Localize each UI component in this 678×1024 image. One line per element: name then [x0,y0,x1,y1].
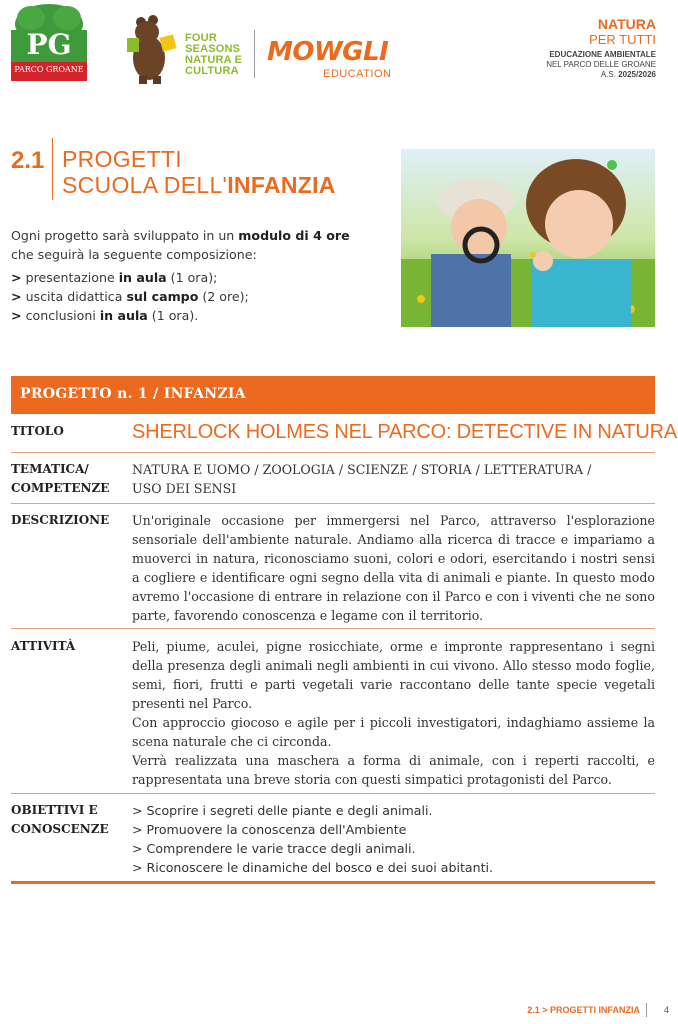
header-per-tutti: PER TUTTI [589,32,656,47]
obiettivi-label-line2: CONOSCENZE [11,822,109,836]
bullet-text: presentazione [25,270,119,285]
footer-divider [646,1003,647,1017]
row-divider [11,452,655,453]
header-anno-year: 2025/2026 [618,70,656,79]
project-bottom-rule [11,881,655,884]
children-with-magnifier-photo [401,149,655,327]
bullet-marker: > [11,308,22,323]
intro-bold: modulo di 4 ore [238,228,350,243]
attivita-paragraph: Verrà realizzata una maschera a forma di animale, con i reperti raccolti, e rappresentata una breve storia con questi simpatici protagonisti del Parco. [132,753,655,787]
obiettivi-label-line1: OBIETTIVI E [11,803,98,817]
four-seasons-line: NATURA E [185,54,243,66]
header-natura: NATURA [597,16,656,32]
section-divider [52,138,53,200]
four-seasons-logo [125,12,245,84]
intro-bullet [11,287,391,306]
attivita-paragraph: Peli, piume, aculei, pigne rosicchiate, orme e impronte rappresentano i segni della presenza degli animali negli ambienti in cui vivono. Allo stesso modo foglie, semi, fiori, frutti e parti vegetali varie raccontano delle tante specie vegetali presenti nel Parco. [132,639,655,711]
tematica-label [11,460,109,498]
mowgli-logo: MOWGLI [267,37,389,67]
four-seasons-text [185,33,242,77]
four-seasons-line: CULTURA [185,65,239,77]
intro-bullet [11,306,391,325]
header-educazione: EDUCAZIONE AMBIENTALE [549,50,656,59]
attivita-label: ATTIVITÀ [11,639,76,653]
titolo-value: SHERLOCK HOLMES NEL PARCO: DETECTIVE IN NATURA [132,421,677,443]
row-divider [11,503,655,504]
parco-groane-logo [11,2,87,81]
section-title-line1: PROGETTI [62,146,182,172]
obiettivo-item: > Promuovere la conoscenza dell'Ambiente [132,822,407,837]
header-anno [546,70,656,80]
mowgli-education: EDUCATION [323,68,392,80]
section-title-line2 [62,172,336,198]
page-number: 4 [664,1005,670,1015]
bullet-marker: > [11,289,22,304]
obiettivo-item: > Comprendere le varie tracce degli animali. [132,841,416,856]
tematica-label-line1: TEMATICA/ [11,462,89,476]
footer-section-ref: 2.1 > PROGETTI INFANZIA [527,1005,640,1015]
intro-paragraph [11,226,391,245]
section-title [62,146,336,198]
bullet-text-end: (1 ora); [166,270,218,285]
bear-icon [125,12,183,84]
bullet-bold: sul campo [126,289,199,304]
intro-text [11,226,391,325]
row-divider [11,628,655,629]
project-header-bar [11,376,655,414]
obiettivo-item: > Scoprire i segreti delle piante e degli animali. [132,803,433,818]
four-seasons-line: FOUR [185,32,217,44]
descrizione-value: Un'originale occasione per immergersi nel Parco, attraverso l'esplorazione sensoriale dell'ambiente naturale. Andiamo alla ricerca di tracce e impariamo a muoverci in natura, riconosciamo suoni, colori e odori, esercitando i nostri sensi a cogliere e identificare ogni segno della vita di animali e piante. In questo modo avremo l'occasione di entrare in relazione con il Parco e con i viventi che ne sono parte, favorendo conoscenza e legame con il territorio. [132,513,655,623]
header-parco: NEL PARCO DELLE GROANE [546,60,656,69]
intro-text-line2: che seguirà la seguente composizione: [11,247,257,262]
four-seasons-line: SEASONS [185,43,241,55]
tematica-label-line2: COMPETENZE [11,481,110,495]
intro-bullet [11,268,391,287]
pg-logo-caption: PARCO GROANE [14,65,84,74]
intro-bullets [11,268,391,325]
intro-text-part: Ogni progetto sarà sviluppato in un [11,228,239,243]
titolo-label: TITOLO [11,424,64,438]
bullet-text: conclusioni [25,308,100,323]
attivita-paragraph: Con approccio giocoso e agile per i piccoli investigatori, indaghiamo assieme la scena naturale che ci circonda. [132,715,655,749]
bullet-bold: in aula [99,308,148,323]
header-divider [254,30,255,78]
section-title-regular: SCUOLA DELL' [62,172,228,198]
bullet-text-end: (2 ore); [198,289,249,304]
descrizione-label: DESCRIZIONE [11,513,110,527]
section-number: 2.1 [11,147,45,174]
obiettivo-item: > Riconoscere le dinamiche del bosco e dei suoi abitanti. [132,860,494,875]
tematica-value [132,460,655,498]
obiettivi-label [11,801,109,839]
header-anno-prefix: A.S. [600,70,616,79]
tematica-value-line1: NATURA E UOMO / ZOOLOGIA / SCIENZE / STORIA / LETTERATURA / [132,462,592,477]
pg-logo-mark: PG [26,28,72,61]
bullet-bold: in aula [118,270,167,285]
bullet-text: uscita didattica [25,289,127,304]
project-header-label: PROGETTO n. 1 / INFANZIA [20,386,246,402]
header-title-block [546,16,656,80]
tematica-value-line2: USO DEI SENSI [132,481,237,496]
bullet-text-end: (1 ora). [147,308,199,323]
section-title-bold: INFANZIA [227,172,336,198]
bullet-marker: > [11,270,22,285]
attivita-value [132,637,655,789]
row-divider [11,793,655,794]
